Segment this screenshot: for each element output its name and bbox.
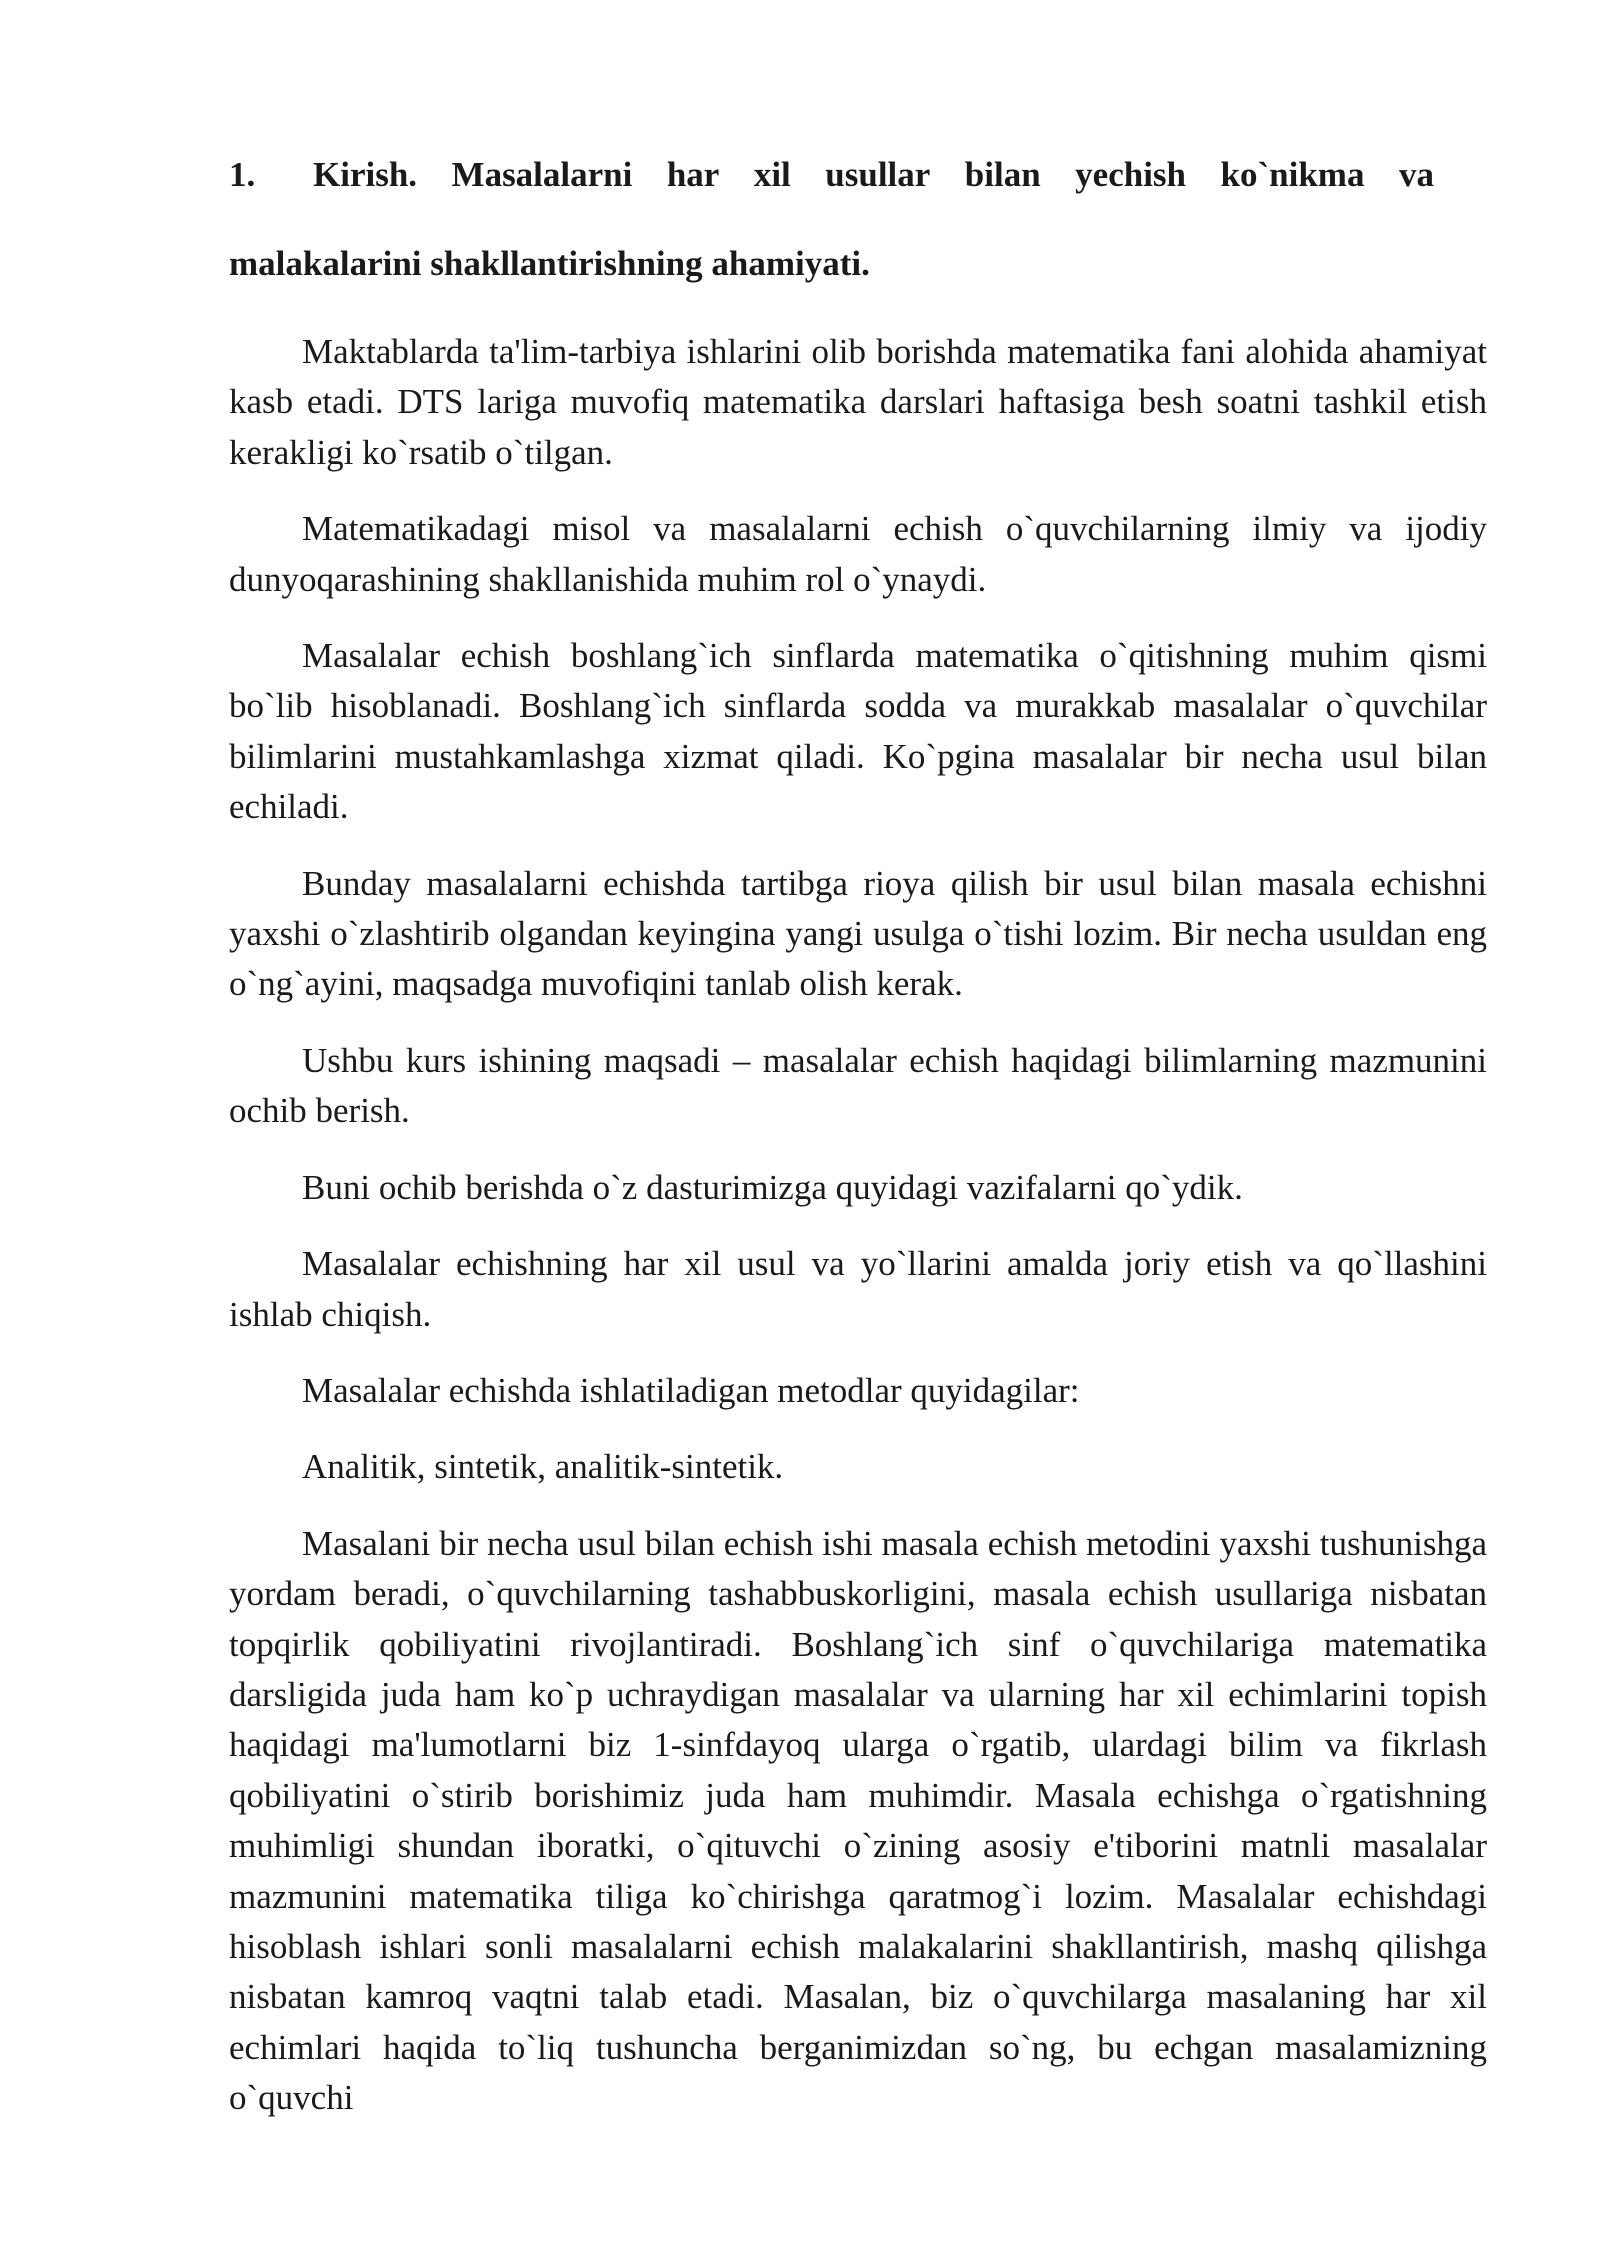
heading-word: bilan: [964, 155, 1041, 194]
paragraph: Masalalar echish boshlang`ich sinflarda matematika o`qitishning muhim qismi bo`lib hisoblanadi. Boshlang`ich sinflarda sodda va murakkab masalalar o`quvchilar bilimlarini mustahkamlashga xizmat qiladi. Ko`pgina masalalar bir necha usul bilan echiladi.: [229, 636, 1487, 827]
paragraph: Masalani bir necha usul bilan echish ishi masala echish metodini yaxshi tushunishga yordam beradi, o`quvchilarning tashabbuskorligini, masala echish usullariga nisbatan topqirlik qobiliyatini rivojlantiradi. Boshlang`ich sinf o`quvchilariga matematika darsligida juda ham ko`p uchraydigan masalalar va ularning har xil echimlarini topish haqidagi ma'lumotlarni biz 1-sinfdayoq ularga o`rgatib, ulardagi bilim va fikrlash qobiliyatini o`stirib borishimiz juda ham muhimdir. Masala echishga o`rgatishning muhimligi shundan iboratki, o`qituvchi o`zining asosiy e'tiborini matnli masalalar mazmunini matematika tiliga ko`chirishga qaratmog`i lozim. Masalalar echishdagi hisoblash ishlari sonli masalalarni echish malakalarini shakllantirish, mashq qilishga nisbatan kamroq vaqtni talab etadi. Masalan, biz o`quvchilarga masalaning har xil echimlari haqida to`liq tushuncha berganimizdan so`ng, bu echgan masalamizning o`quvchi: [229, 1523, 1487, 2118]
paragraph: Bunday masalalarni echishda tartibga rioya qilish bir usul bilan masala echishni yaxshi o`zlashtirib olgandan keyingina yangi usulga o`tishi lozim. Bir necha usuldan eng o`ng`ayini, maqsadga muvofiqini tanlab olish kerak.: [229, 863, 1487, 1004]
heading-word: ko`nikma: [1220, 155, 1365, 194]
section-number: 1.: [229, 155, 256, 194]
paragraph: Maktablarda ta'lim-tarbiya ishlarini olib borishda matematika fani alohida ahamiyat kasb etadi. DTS lariga muvofiq matematika darslari haftasiga besh soatni tashkil etish kerakligi ko`rsatib o`tilgan.: [229, 332, 1487, 472]
section-heading-line-2: malakalarini shakllantirishning ahamiyati.: [229, 244, 870, 283]
heading-word: va: [1398, 155, 1434, 194]
section-heading-line-1: [229, 157, 1434, 193]
paragraph: Masalalar echishda ishlatiladigan metodlar quyidagilar:: [302, 1370, 1080, 1410]
heading-word: xil: [753, 155, 791, 194]
heading-word: Masalalarni: [451, 155, 633, 194]
body-text: [229, 327, 1487, 2150]
paragraph: Buni ochib berishda o`z dasturimizga quyidagi vazifalarni qo`ydik.: [302, 1167, 1243, 1207]
heading-word: har: [666, 155, 720, 194]
paragraph: Analitik, sintetik, analitik-sintetik.: [302, 1447, 784, 1487]
heading-word: yechish: [1075, 155, 1187, 194]
paragraph: Matematikadagi misol va masalalarni echish o`quvchilarning ilmiy va ijodiy dunyoqarashining shakllanishida muhim rol o`ynaydi.: [229, 509, 1487, 599]
paragraph: Masalalar echishning har xil usul va yo`llarini amalda joriy etish va qo`llashini ishlab chiqish.: [229, 1244, 1487, 1334]
heading-word: usullar: [825, 155, 931, 194]
heading-word: Kirish.: [313, 155, 418, 194]
paragraph: Ushbu kurs ishining maqsadi – masalalar echish haqidagi bilimlarning mazmunini ochib berish.: [229, 1040, 1487, 1131]
